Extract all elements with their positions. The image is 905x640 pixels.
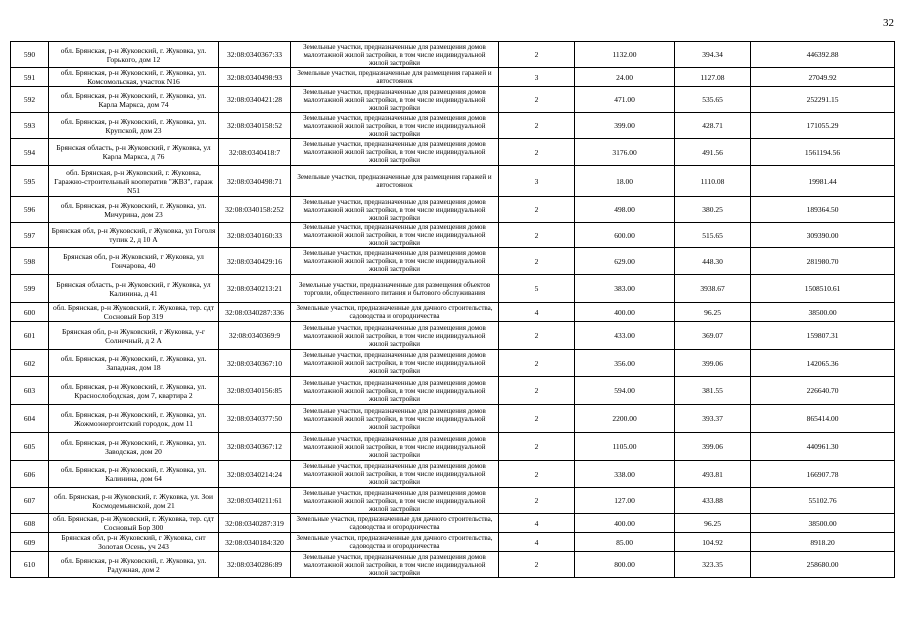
address-cell: обл. Брянская, р-н Жуковский, г. Жуковка, тер. сдт Сосновый Бор 300 <box>49 514 219 533</box>
cadastral-value-cell: 309390.00 <box>751 223 895 248</box>
land-use-cell: Земельные участки, предназначенные для размещения домов малоэтажной жилой застройки, в том числе индивидуальной жилой застройки <box>291 322 499 350</box>
cadastral-value-cell: 38500.00 <box>751 514 895 533</box>
land-use-cell: Земельные участки, предназначенные для размещения домов малоэтажной жилой застройки, в том числе индивидуальной жилой застройки <box>291 197 499 223</box>
table-row <box>11 197 895 223</box>
cadastral-value-cell: 226640.70 <box>751 377 895 405</box>
group-cell: 3 <box>499 166 575 197</box>
address-cell: обл. Брянская, р-н Жуковский, г. Жуковка, ул. Заводская, дом 20 <box>49 433 219 461</box>
row-number: 595 <box>11 166 49 197</box>
cadastral-value-cell: 252291.15 <box>751 87 895 113</box>
cadastral-value-cell: 166907.78 <box>751 461 895 488</box>
group-cell: 2 <box>499 552 575 578</box>
cadastral-value-cell: 142065.36 <box>751 350 895 377</box>
table-row <box>11 166 895 197</box>
table-row <box>11 488 895 514</box>
group-cell: 2 <box>499 248 575 275</box>
rate-cell: 515.65 <box>675 223 751 248</box>
group-cell: 2 <box>499 197 575 223</box>
rate-cell: 104.92 <box>675 533 751 552</box>
rate-cell: 399.06 <box>675 350 751 377</box>
land-use-cell: Земельные участки, предназначенные для дачного строительства, садоводства и огородничества <box>291 533 499 552</box>
address-cell: Брянская область, р-н Жуковский, г Жуковка, ул Калинина, д 41 <box>49 275 219 303</box>
row-number: 592 <box>11 87 49 113</box>
land-use-cell: Земельные участки, предназначенные для размещения гаражей и автостоянок <box>291 68 499 87</box>
cadastral-value-cell: 1508510.61 <box>751 275 895 303</box>
area-cell: 498.00 <box>575 197 675 223</box>
table-row <box>11 303 895 322</box>
address-cell: обл. Брянская, р-н Жуковский, г. Жуковка, ул. Карла Маркса, дом 74 <box>49 87 219 113</box>
area-cell: 594.00 <box>575 377 675 405</box>
group-cell: 2 <box>499 405 575 433</box>
cadastral-number-cell: 32:08:0340158:252 <box>219 197 291 223</box>
cadastral-value-cell: 27049.92 <box>751 68 895 87</box>
address-cell: обл. Брянская, р-н Жуковский, г. Жуковка, ул. Радужная, дом 2 <box>49 552 219 578</box>
cadastral-number-cell: 32:08:0340213:21 <box>219 275 291 303</box>
address-cell: обл. Брянская, р-н Жуковский, г. Жуковка, Гаражно-строительный кооператив "ЖВЗ", гараж N51 <box>49 166 219 197</box>
row-number: 599 <box>11 275 49 303</box>
area-cell: 629.00 <box>575 248 675 275</box>
group-cell: 2 <box>499 322 575 350</box>
group-cell: 2 <box>499 223 575 248</box>
cadastral-value-cell: 55102.76 <box>751 488 895 514</box>
table-row <box>11 350 895 377</box>
land-use-cell: Земельные участки, предназначенные для размещения домов малоэтажной жилой застройки, в том числе индивидуальной жилой застройки <box>291 488 499 514</box>
group-cell: 2 <box>499 488 575 514</box>
address-cell: обл. Брянская, р-н Жуковский, г. Жуковка, ул. Горького, дом 12 <box>49 42 219 68</box>
land-use-cell: Земельные участки, предназначенные для размещения домов малоэтажной жилой застройки, в том числе индивидуальной жилой застройки <box>291 405 499 433</box>
land-use-cell: Земельные участки, предназначенные для размещения домов малоэтажной жилой застройки, в том числе индивидуальной жилой застройки <box>291 350 499 377</box>
land-use-cell: Земельные участки, предназначенные для дачного строительства, садоводства и огородничества <box>291 514 499 533</box>
group-cell: 5 <box>499 275 575 303</box>
group-cell: 4 <box>499 533 575 552</box>
cadastral-value-cell: 281980.70 <box>751 248 895 275</box>
table-row <box>11 68 895 87</box>
table-row <box>11 223 895 248</box>
rate-cell: 381.55 <box>675 377 751 405</box>
row-number: 601 <box>11 322 49 350</box>
table-row <box>11 405 895 433</box>
area-cell: 85.00 <box>575 533 675 552</box>
area-cell: 800.00 <box>575 552 675 578</box>
table-row <box>11 139 895 166</box>
cadastral-value-cell: 258680.00 <box>751 552 895 578</box>
rate-cell: 399.06 <box>675 433 751 461</box>
row-number: 610 <box>11 552 49 578</box>
rate-cell: 323.35 <box>675 552 751 578</box>
address-cell: Брянская обл, р-н Жуковский, г Жуковка, ул Гончарова, 40 <box>49 248 219 275</box>
group-cell: 2 <box>499 461 575 488</box>
rate-cell: 428.71 <box>675 113 751 139</box>
row-number: 594 <box>11 139 49 166</box>
area-cell: 356.00 <box>575 350 675 377</box>
rate-cell: 380.25 <box>675 197 751 223</box>
cadastral-number-cell: 32:08:0340214:24 <box>219 461 291 488</box>
address-cell: обл. Брянская, р-н Жуковский, г. Жуковка, ул. Комсомольская, участок N16 <box>49 68 219 87</box>
row-number: 605 <box>11 433 49 461</box>
page-number: 32 <box>883 17 894 29</box>
land-use-cell: Земельные участки, предназначенные для размещения домов малоэтажной жилой застройки, в том числе индивидуальной жилой застройки <box>291 113 499 139</box>
address-cell: обл. Брянская, р-н Жуковский, г. Жуковка, ул. Западная, дом 18 <box>49 350 219 377</box>
group-cell: 3 <box>499 68 575 87</box>
table-row <box>11 248 895 275</box>
cadastral-value-cell: 446392.88 <box>751 42 895 68</box>
cadastral-value-cell: 171055.29 <box>751 113 895 139</box>
rate-cell: 535.65 <box>675 87 751 113</box>
row-number: 603 <box>11 377 49 405</box>
cadastral-value-cell: 159807.31 <box>751 322 895 350</box>
address-cell: обл. Брянская, р-н Жуковский, г. Жуковка, ул. Крупской, дом 23 <box>49 113 219 139</box>
cadastral-value-cell: 8918.20 <box>751 533 895 552</box>
group-cell: 2 <box>499 433 575 461</box>
table-row <box>11 514 895 533</box>
cadastral-number-cell: 32:08:0340211:61 <box>219 488 291 514</box>
row-number: 597 <box>11 223 49 248</box>
cadastral-number-cell: 32:08:0340429:16 <box>219 248 291 275</box>
table-row <box>11 552 895 578</box>
address-cell: обл. Брянская, р-н Жуковский, г. Жуковка, ул. Жожмоэнергоитский городок, дом 11 <box>49 405 219 433</box>
area-cell: 400.00 <box>575 514 675 533</box>
land-use-cell: Земельные участки, предназначенные для размещения домов малоэтажной жилой застройки, в том числе индивидуальной жилой застройки <box>291 248 499 275</box>
cadastral-value-cell: 19981.44 <box>751 166 895 197</box>
table-row <box>11 433 895 461</box>
cadastral-number-cell: 32:08:0340498:93 <box>219 68 291 87</box>
land-use-cell: Земельные участки, предназначенные для размещения объектов торговли, общественного питания и бытового обслуживания <box>291 275 499 303</box>
cadastral-number-cell: 32:08:0340286:89 <box>219 552 291 578</box>
rate-cell: 394.34 <box>675 42 751 68</box>
cadastral-number-cell: 32:08:0340160:33 <box>219 223 291 248</box>
address-cell: Брянская обл, р-н Жуковский, г Жуковка, ул Гоголя тупик 2, д 10 А <box>49 223 219 248</box>
address-cell: Брянская обл, р-н Жуковский, г Жуковка, у-г Солнечный, д 2 А <box>49 322 219 350</box>
row-number: 600 <box>11 303 49 322</box>
rate-cell: 393.37 <box>675 405 751 433</box>
group-cell: 4 <box>499 303 575 322</box>
group-cell: 2 <box>499 350 575 377</box>
area-cell: 3176.00 <box>575 139 675 166</box>
area-cell: 383.00 <box>575 275 675 303</box>
rate-cell: 433.88 <box>675 488 751 514</box>
area-cell: 1105.00 <box>575 433 675 461</box>
group-cell: 2 <box>499 42 575 68</box>
cadastral-number-cell: 32:08:0340418:7 <box>219 139 291 166</box>
table-row <box>11 322 895 350</box>
cadastral-value-cell: 189364.50 <box>751 197 895 223</box>
area-cell: 127.00 <box>575 488 675 514</box>
rate-cell: 491.56 <box>675 139 751 166</box>
land-use-cell: Земельные участки, предназначенные для размещения домов малоэтажной жилой застройки, в том числе индивидуальной жилой застройки <box>291 87 499 113</box>
row-number: 593 <box>11 113 49 139</box>
rate-cell: 1110.08 <box>675 166 751 197</box>
land-use-cell: Земельные участки, предназначенные для размещения домов малоэтажной жилой застройки, в том числе индивидуальной жилой застройки <box>291 552 499 578</box>
cadastral-number-cell: 32:08:0340421:28 <box>219 87 291 113</box>
table-row <box>11 461 895 488</box>
cadastral-number-cell: 32:08:0340377:50 <box>219 405 291 433</box>
table-row <box>11 275 895 303</box>
cadastral-value-cell: 865414.00 <box>751 405 895 433</box>
land-use-cell: Земельные участки, предназначенные для размещения гаражей и автостоянок <box>291 166 499 197</box>
group-cell: 2 <box>499 139 575 166</box>
row-number: 590 <box>11 42 49 68</box>
area-cell: 433.00 <box>575 322 675 350</box>
cadastral-value-cell: 38500.00 <box>751 303 895 322</box>
land-use-cell: Земельные участки, предназначенные для размещения домов малоэтажной жилой застройки, в том числе индивидуальной жилой застройки <box>291 139 499 166</box>
area-cell: 24.00 <box>575 68 675 87</box>
land-use-cell: Земельные участки, предназначенные для размещения домов малоэтажной жилой застройки, в том числе индивидуальной жилой застройки <box>291 223 499 248</box>
land-use-cell: Земельные участки, предназначенные для дачного строительства, садоводства и огородничества <box>291 303 499 322</box>
row-number: 609 <box>11 533 49 552</box>
address-cell: обл. Брянская, р-н Жуковский, г. Жуковка, тер. сдт Сосновый Бор 319 <box>49 303 219 322</box>
table-row <box>11 42 895 68</box>
area-cell: 600.00 <box>575 223 675 248</box>
row-number: 604 <box>11 405 49 433</box>
address-cell: обл. Брянская, р-н Жуковский, г. Жуковка, ул. Зои Космодемьянской, дом 21 <box>49 488 219 514</box>
address-cell: Брянская обл, р-н Жуковский, г Жуковка, снт Золотая Осень, уч 243 <box>49 533 219 552</box>
cadastral-number-cell: 32:08:0340287:319 <box>219 514 291 533</box>
area-cell: 471.00 <box>575 87 675 113</box>
row-number: 598 <box>11 248 49 275</box>
cadastral-number-cell: 32:08:0340367:33 <box>219 42 291 68</box>
area-cell: 2200.00 <box>575 405 675 433</box>
cadastral-number-cell: 32:08:0340184:320 <box>219 533 291 552</box>
cadastral-number-cell: 32:08:0340367:12 <box>219 433 291 461</box>
land-use-cell: Земельные участки, предназначенные для размещения домов малоэтажной жилой застройки, в том числе индивидуальной жилой застройки <box>291 433 499 461</box>
area-cell: 338.00 <box>575 461 675 488</box>
rate-cell: 96.25 <box>675 514 751 533</box>
area-cell: 18.00 <box>575 166 675 197</box>
rate-cell: 448.30 <box>675 248 751 275</box>
area-cell: 1132.00 <box>575 42 675 68</box>
address-cell: обл. Брянская, р-н Жуковский, г. Жуковка, ул. Краснослободская, дом 7, квартира 2 <box>49 377 219 405</box>
area-cell: 400.00 <box>575 303 675 322</box>
address-cell: обл. Брянская, р-н Жуковский, г. Жуковка, ул. Калинина, дом 64 <box>49 461 219 488</box>
area-cell: 399.00 <box>575 113 675 139</box>
cadastral-number-cell: 32:08:0340367:10 <box>219 350 291 377</box>
row-number: 591 <box>11 68 49 87</box>
rate-cell: 1127.08 <box>675 68 751 87</box>
cadastral-value-table <box>10 41 895 578</box>
cadastral-number-cell: 32:08:0340498:71 <box>219 166 291 197</box>
land-use-cell: Земельные участки, предназначенные для размещения домов малоэтажной жилой застройки, в том числе индивидуальной жилой застройки <box>291 42 499 68</box>
address-cell: обл. Брянская, р-н Жуковский, г. Жуковка, ул. Мичурина, дом 23 <box>49 197 219 223</box>
table-row <box>11 113 895 139</box>
land-use-cell: Земельные участки, предназначенные для размещения домов малоэтажной жилой застройки, в том числе индивидуальной жилой застройки <box>291 461 499 488</box>
rate-cell: 493.81 <box>675 461 751 488</box>
row-number: 607 <box>11 488 49 514</box>
cadastral-value-cell: 1561194.56 <box>751 139 895 166</box>
land-use-cell: Земельные участки, предназначенные для размещения домов малоэтажной жилой застройки, в том числе индивидуальной жилой застройки <box>291 377 499 405</box>
cadastral-value-cell: 440961.30 <box>751 433 895 461</box>
cadastral-number-cell: 32:08:0340369:9 <box>219 322 291 350</box>
rate-cell: 96.25 <box>675 303 751 322</box>
cadastral-number-cell: 32:08:0340287:336 <box>219 303 291 322</box>
rate-cell: 3938.67 <box>675 275 751 303</box>
table-row <box>11 533 895 552</box>
table-row <box>11 377 895 405</box>
row-number: 596 <box>11 197 49 223</box>
cadastral-number-cell: 32:08:0340158:52 <box>219 113 291 139</box>
address-cell: Брянская область, р-н Жуковский, г Жуковка, ул Карла Маркса, д 76 <box>49 139 219 166</box>
group-cell: 4 <box>499 514 575 533</box>
group-cell: 2 <box>499 377 575 405</box>
rate-cell: 369.07 <box>675 322 751 350</box>
group-cell: 2 <box>499 113 575 139</box>
table-row <box>11 87 895 113</box>
row-number: 606 <box>11 461 49 488</box>
row-number: 602 <box>11 350 49 377</box>
table-body <box>11 42 895 578</box>
group-cell: 2 <box>499 87 575 113</box>
row-number: 608 <box>11 514 49 533</box>
cadastral-number-cell: 32:08:0340156:85 <box>219 377 291 405</box>
